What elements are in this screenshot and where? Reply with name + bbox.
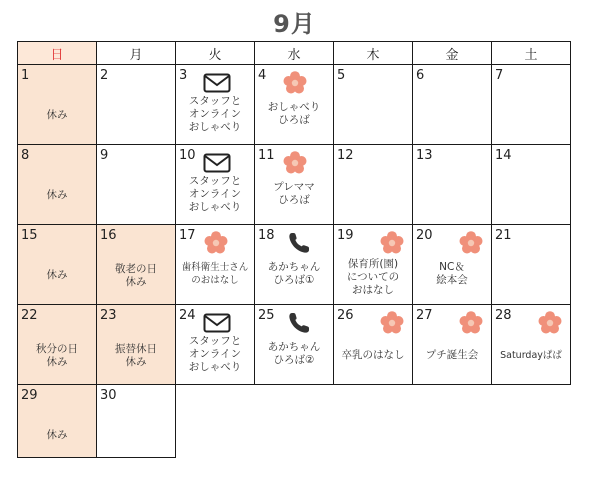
event-text: NC＆ 絵本会: [436, 261, 468, 286]
day-number: 26: [337, 308, 354, 323]
event-text: 休み: [46, 269, 68, 281]
flower-icon: [283, 151, 307, 175]
day-cell-14: [492, 145, 571, 225]
week-row: [18, 385, 571, 458]
day-number: 20: [416, 228, 433, 243]
day-cell-8: [18, 145, 97, 225]
day-number: 30: [100, 388, 117, 403]
day-cell-16: [97, 225, 176, 305]
day-cell-27: [413, 305, 492, 385]
weekday-tue: 火: [176, 42, 255, 65]
flower-icon: [538, 311, 562, 335]
day-number: 15: [21, 228, 38, 243]
event-text: スタッフと オンライン おしゃべり: [188, 175, 242, 213]
day-number: 3: [179, 68, 188, 83]
envelope-icon: [203, 153, 231, 173]
day-cell-13: [413, 145, 492, 225]
phone-icon: [287, 231, 311, 255]
event-text: プチ誕生会: [425, 349, 479, 361]
day-number: 14: [495, 148, 512, 163]
day-number: 23: [100, 308, 117, 323]
flower-icon: [283, 71, 307, 95]
day-number: 11: [258, 148, 275, 163]
day-cell-1: [18, 65, 97, 145]
day-cell-20: [413, 225, 492, 305]
weekday-fri: 金: [413, 42, 492, 65]
day-number: 16: [100, 228, 117, 243]
day-number: 2: [100, 68, 109, 83]
day-number: 28: [495, 308, 512, 323]
day-number: 22: [21, 308, 38, 323]
day-number: 6: [416, 68, 425, 83]
day-cell-6: [413, 65, 492, 145]
day-cell-5: [334, 65, 413, 145]
flower-icon: [459, 231, 483, 255]
event-text: 敬老の日 休み: [115, 263, 157, 288]
envelope-icon: [203, 73, 231, 93]
weekday-sun: 日: [18, 42, 97, 65]
empty-cell: [492, 385, 571, 458]
weekday-header-row: [18, 42, 571, 65]
empty-cell: [413, 385, 492, 458]
day-cell-11: [255, 145, 334, 225]
event-text: 休み: [46, 189, 68, 201]
day-cell-28: [492, 305, 571, 385]
day-cell-24: [176, 305, 255, 385]
event-text: 卒乳のはなし: [341, 349, 405, 361]
day-cell-3: [176, 65, 255, 145]
day-cell-18: [255, 225, 334, 305]
flower-icon: [459, 311, 483, 335]
day-number: 24: [179, 308, 196, 323]
event-text: あかちゃん ひろば①: [267, 261, 321, 286]
week-row: [18, 225, 571, 305]
day-cell-25: [255, 305, 334, 385]
empty-cell: [176, 385, 255, 458]
event-text: スタッフと オンライン おしゃべり: [188, 335, 242, 373]
empty-cell: [255, 385, 334, 458]
day-cell-7: [492, 65, 571, 145]
event-text: Saturdayぱぱ: [500, 350, 562, 361]
day-number: 1: [21, 68, 30, 83]
day-number: 8: [21, 148, 30, 163]
day-number: 7: [495, 68, 504, 83]
envelope-icon: [203, 313, 231, 333]
day-number: 27: [416, 308, 433, 323]
event-text: 振替休日 休み: [115, 343, 157, 368]
week-row: [18, 305, 571, 385]
phone-icon: [287, 311, 311, 335]
flower-icon: [204, 231, 228, 255]
day-cell-17: [176, 225, 255, 305]
event-text: あかちゃん ひろば②: [267, 341, 321, 366]
day-cell-10: [176, 145, 255, 225]
weekday-wed: 水: [255, 42, 334, 65]
day-cell-23: [97, 305, 176, 385]
day-cell-30: [97, 385, 176, 458]
event-text: 秋分の日 休み: [36, 343, 78, 368]
day-number: 13: [416, 148, 433, 163]
day-number: 5: [337, 68, 346, 83]
day-number: 19: [337, 228, 354, 243]
calendar-grid: [17, 41, 571, 458]
day-cell-19: [334, 225, 413, 305]
day-cell-15: [18, 225, 97, 305]
day-number: 17: [179, 228, 196, 243]
day-number: 18: [258, 228, 275, 243]
week-row: [18, 65, 571, 145]
day-cell-21: [492, 225, 571, 305]
day-number: 4: [258, 68, 267, 83]
day-number: 25: [258, 308, 275, 323]
event-text: 休み: [46, 109, 68, 121]
day-number: 12: [337, 148, 354, 163]
day-cell-2: [97, 65, 176, 145]
flower-icon: [380, 231, 404, 255]
week-row: [18, 145, 571, 225]
empty-cell: [334, 385, 413, 458]
event-text: 休み: [46, 429, 68, 441]
day-number: 10: [179, 148, 196, 163]
event-text: プレママ ひろば: [273, 181, 315, 206]
day-number: 29: [21, 388, 38, 403]
weekday-thu: 木: [334, 42, 413, 65]
event-text: 保育所(園) についての おはなし: [346, 258, 400, 296]
weekday-mon: 月: [97, 42, 176, 65]
flower-icon: [380, 311, 404, 335]
day-number: 9: [100, 148, 109, 163]
day-cell-26: [334, 305, 413, 385]
event-text: 歯科衛生士さん のおはなし: [181, 262, 249, 286]
day-cell-22: [18, 305, 97, 385]
day-cell-4: [255, 65, 334, 145]
event-text: おしゃべり ひろば: [267, 101, 321, 126]
day-cell-9: [97, 145, 176, 225]
weekday-sat: 土: [492, 42, 571, 65]
day-cell-12: [334, 145, 413, 225]
calendar-title: 9月: [273, 10, 316, 38]
day-number: 21: [495, 228, 512, 243]
event-text: スタッフと オンライン おしゃべり: [188, 95, 242, 133]
day-cell-29: [18, 385, 97, 458]
